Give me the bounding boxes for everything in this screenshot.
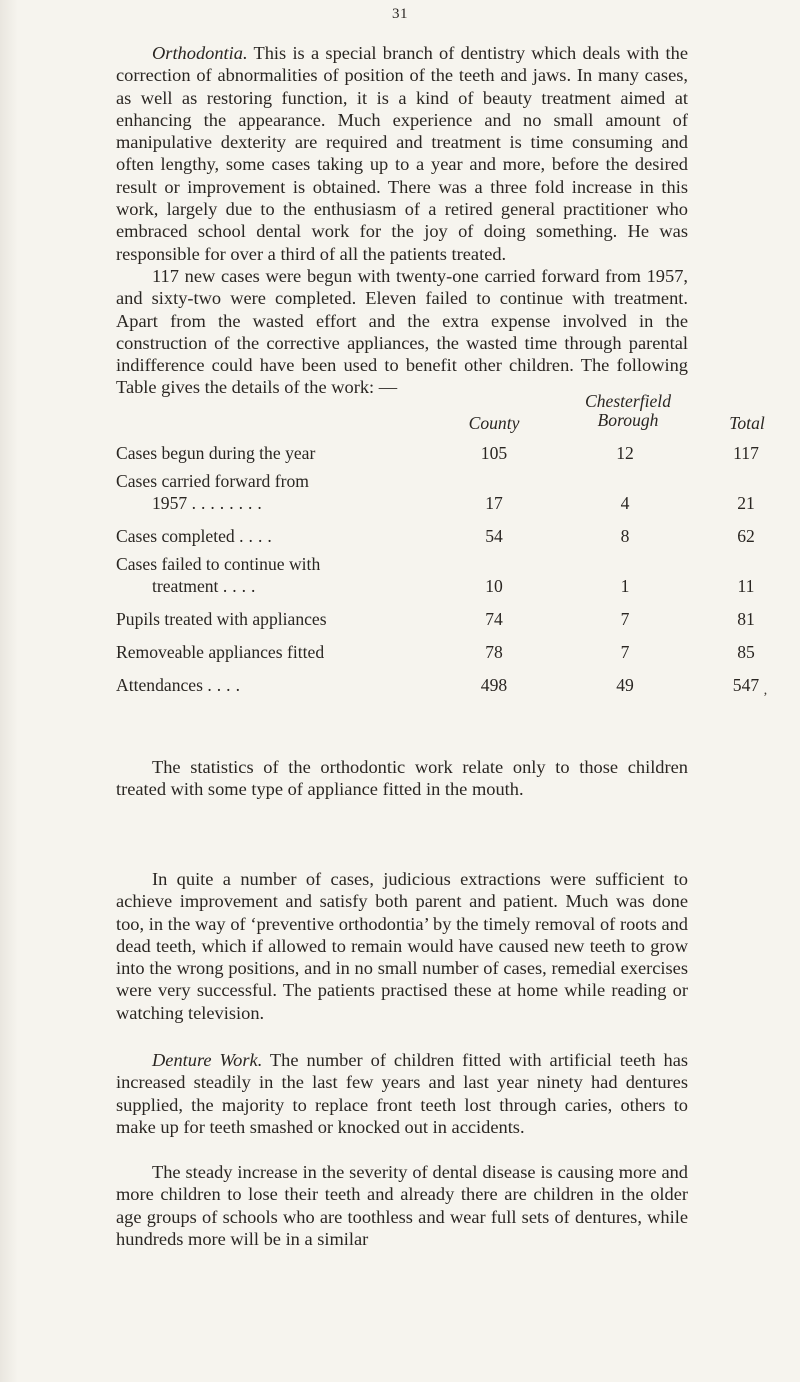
row-label-cont: 1957: [152, 493, 188, 513]
cell-county: 78: [485, 642, 503, 662]
section-lead-denture-work: Denture Work.: [152, 1050, 263, 1070]
cell-total: 21: [737, 493, 755, 513]
paragraph-text: The statistics of the orthodontic work relate only to those children treated with some type of appliance fitted in the mouth.: [116, 757, 688, 800]
cell-total: 81: [737, 609, 755, 629]
cell-county: 10: [485, 576, 503, 596]
cell-county: 54: [485, 526, 503, 546]
cell-county: 105: [480, 443, 508, 463]
cell-total: 85: [737, 642, 755, 662]
row-label: Cases completed: [116, 526, 235, 546]
cell-total: 11: [737, 576, 755, 596]
cell-total: 117: [733, 443, 759, 463]
paragraph-extractions: [116, 868, 688, 1024]
header-county: County: [468, 413, 520, 433]
table-row: [116, 674, 760, 696]
paragraph-statistics-note: [116, 756, 688, 801]
table-row: [116, 608, 755, 630]
row-label: Cases begun during the year: [116, 443, 316, 463]
row-label: Attendances: [116, 675, 203, 695]
row-label: Cases carried forward from: [116, 471, 309, 491]
header-total: Total: [729, 413, 765, 433]
cell-total: 547: [732, 675, 760, 695]
orthodontic-statistics-table: [116, 391, 765, 696]
table-row: [116, 525, 755, 547]
cell-borough: 1: [620, 576, 630, 596]
section-lead-orthodontia: Orthodontia.: [152, 43, 248, 63]
row-label: Pupils treated with appliances: [116, 609, 327, 629]
paragraph-text: The number of children fitted with artificial teeth has increased steadily in the last few years and last year ninety had dentures supplied, the majority to replace front teeth lost through caries, others to make up for teeth smashed or knocked out in accidents.: [116, 1050, 689, 1137]
leader-dots: ........: [191, 493, 267, 513]
header-borough-line1: Chesterfield: [584, 391, 671, 411]
cell-county: 74: [485, 609, 503, 629]
header-borough-line2: Borough: [597, 410, 659, 430]
paragraph-text: The steady increase in the severity of dental disease is causing more and more children to lose their teeth and already there are children in the older age groups of schools who are toothless and wear full sets of dentures, while hundreds more will be in a similar: [116, 1162, 688, 1249]
paragraph-new-cases: [116, 265, 688, 399]
paragraph-orthodontia: [116, 42, 688, 265]
table-row: [116, 470, 755, 514]
paragraph-text: 117 new cases were begun with twenty-one carried forward from 1957, and sixty-two were completed. Eleven failed to continue with treatment. Apart from the wasted effort and the extra expense involved in the construction of the corrective appliances, the wasted time through parental indifference could have been used to benefit other children. The following Table gives the details of the work: —: [116, 266, 688, 398]
cell-county: 498: [480, 675, 508, 695]
stray-print-mark: ‚: [763, 683, 768, 698]
row-label: Cases failed to continue with: [116, 554, 321, 574]
leader-dots: ....: [207, 675, 245, 695]
table-row: [116, 553, 755, 597]
row-label: Removeable appliances fitted: [116, 642, 325, 662]
table-header-row: [116, 391, 765, 434]
table-row: [116, 641, 755, 663]
paragraph-text: This is a special branch of dentistry which deals with the correction of abnormalities of position of the teeth and jaws. In many cases, as well as restoring function, it is a kind of beauty treatment aimed at enhancing the appearance. Much experience and no small amount of manipulative dexterity are required and treatment is time consuming and often lengthy, some cases taking up to a year and more, before the desired result or improvement is obtained. There was a three fold increase in this work, largely due to the enthusiasm of a retired general practitioner who embraced school dental work for the joy of doing something. He was responsible for over a third of all the patients treated.: [116, 43, 688, 264]
cell-borough: 7: [620, 642, 630, 662]
cell-borough: 4: [620, 493, 630, 513]
paragraph-dental-disease: [116, 1161, 688, 1250]
table-row: [116, 442, 759, 464]
page-number: 31: [392, 6, 408, 22]
row-label-cont: treatment: [152, 576, 219, 596]
cell-total: 62: [737, 526, 755, 546]
cell-borough: 49: [616, 675, 634, 695]
leader-dots: ....: [222, 576, 261, 596]
paragraph-denture-work: [116, 1049, 688, 1138]
leader-dots: ....: [239, 526, 277, 546]
paragraph-text: In quite a number of cases, judicious extractions were sufficient to achieve improvement and satisfy both parent and patient. Much was done too, in the way of ‘preventive orthodontia’ by the timely removal of roots and dead teeth, which if allowed to remain would have caused new teeth to grow into the wrong positions, and in no small number of cases, remedial exercises were very successful. The patients practised these at home while reading or watching television.: [116, 869, 688, 1023]
cell-borough: 7: [620, 609, 630, 629]
cell-borough: 12: [616, 443, 634, 463]
cell-county: 17: [485, 493, 503, 513]
header-chesterfield-borough: [563, 392, 693, 430]
cell-borough: 8: [620, 526, 630, 546]
